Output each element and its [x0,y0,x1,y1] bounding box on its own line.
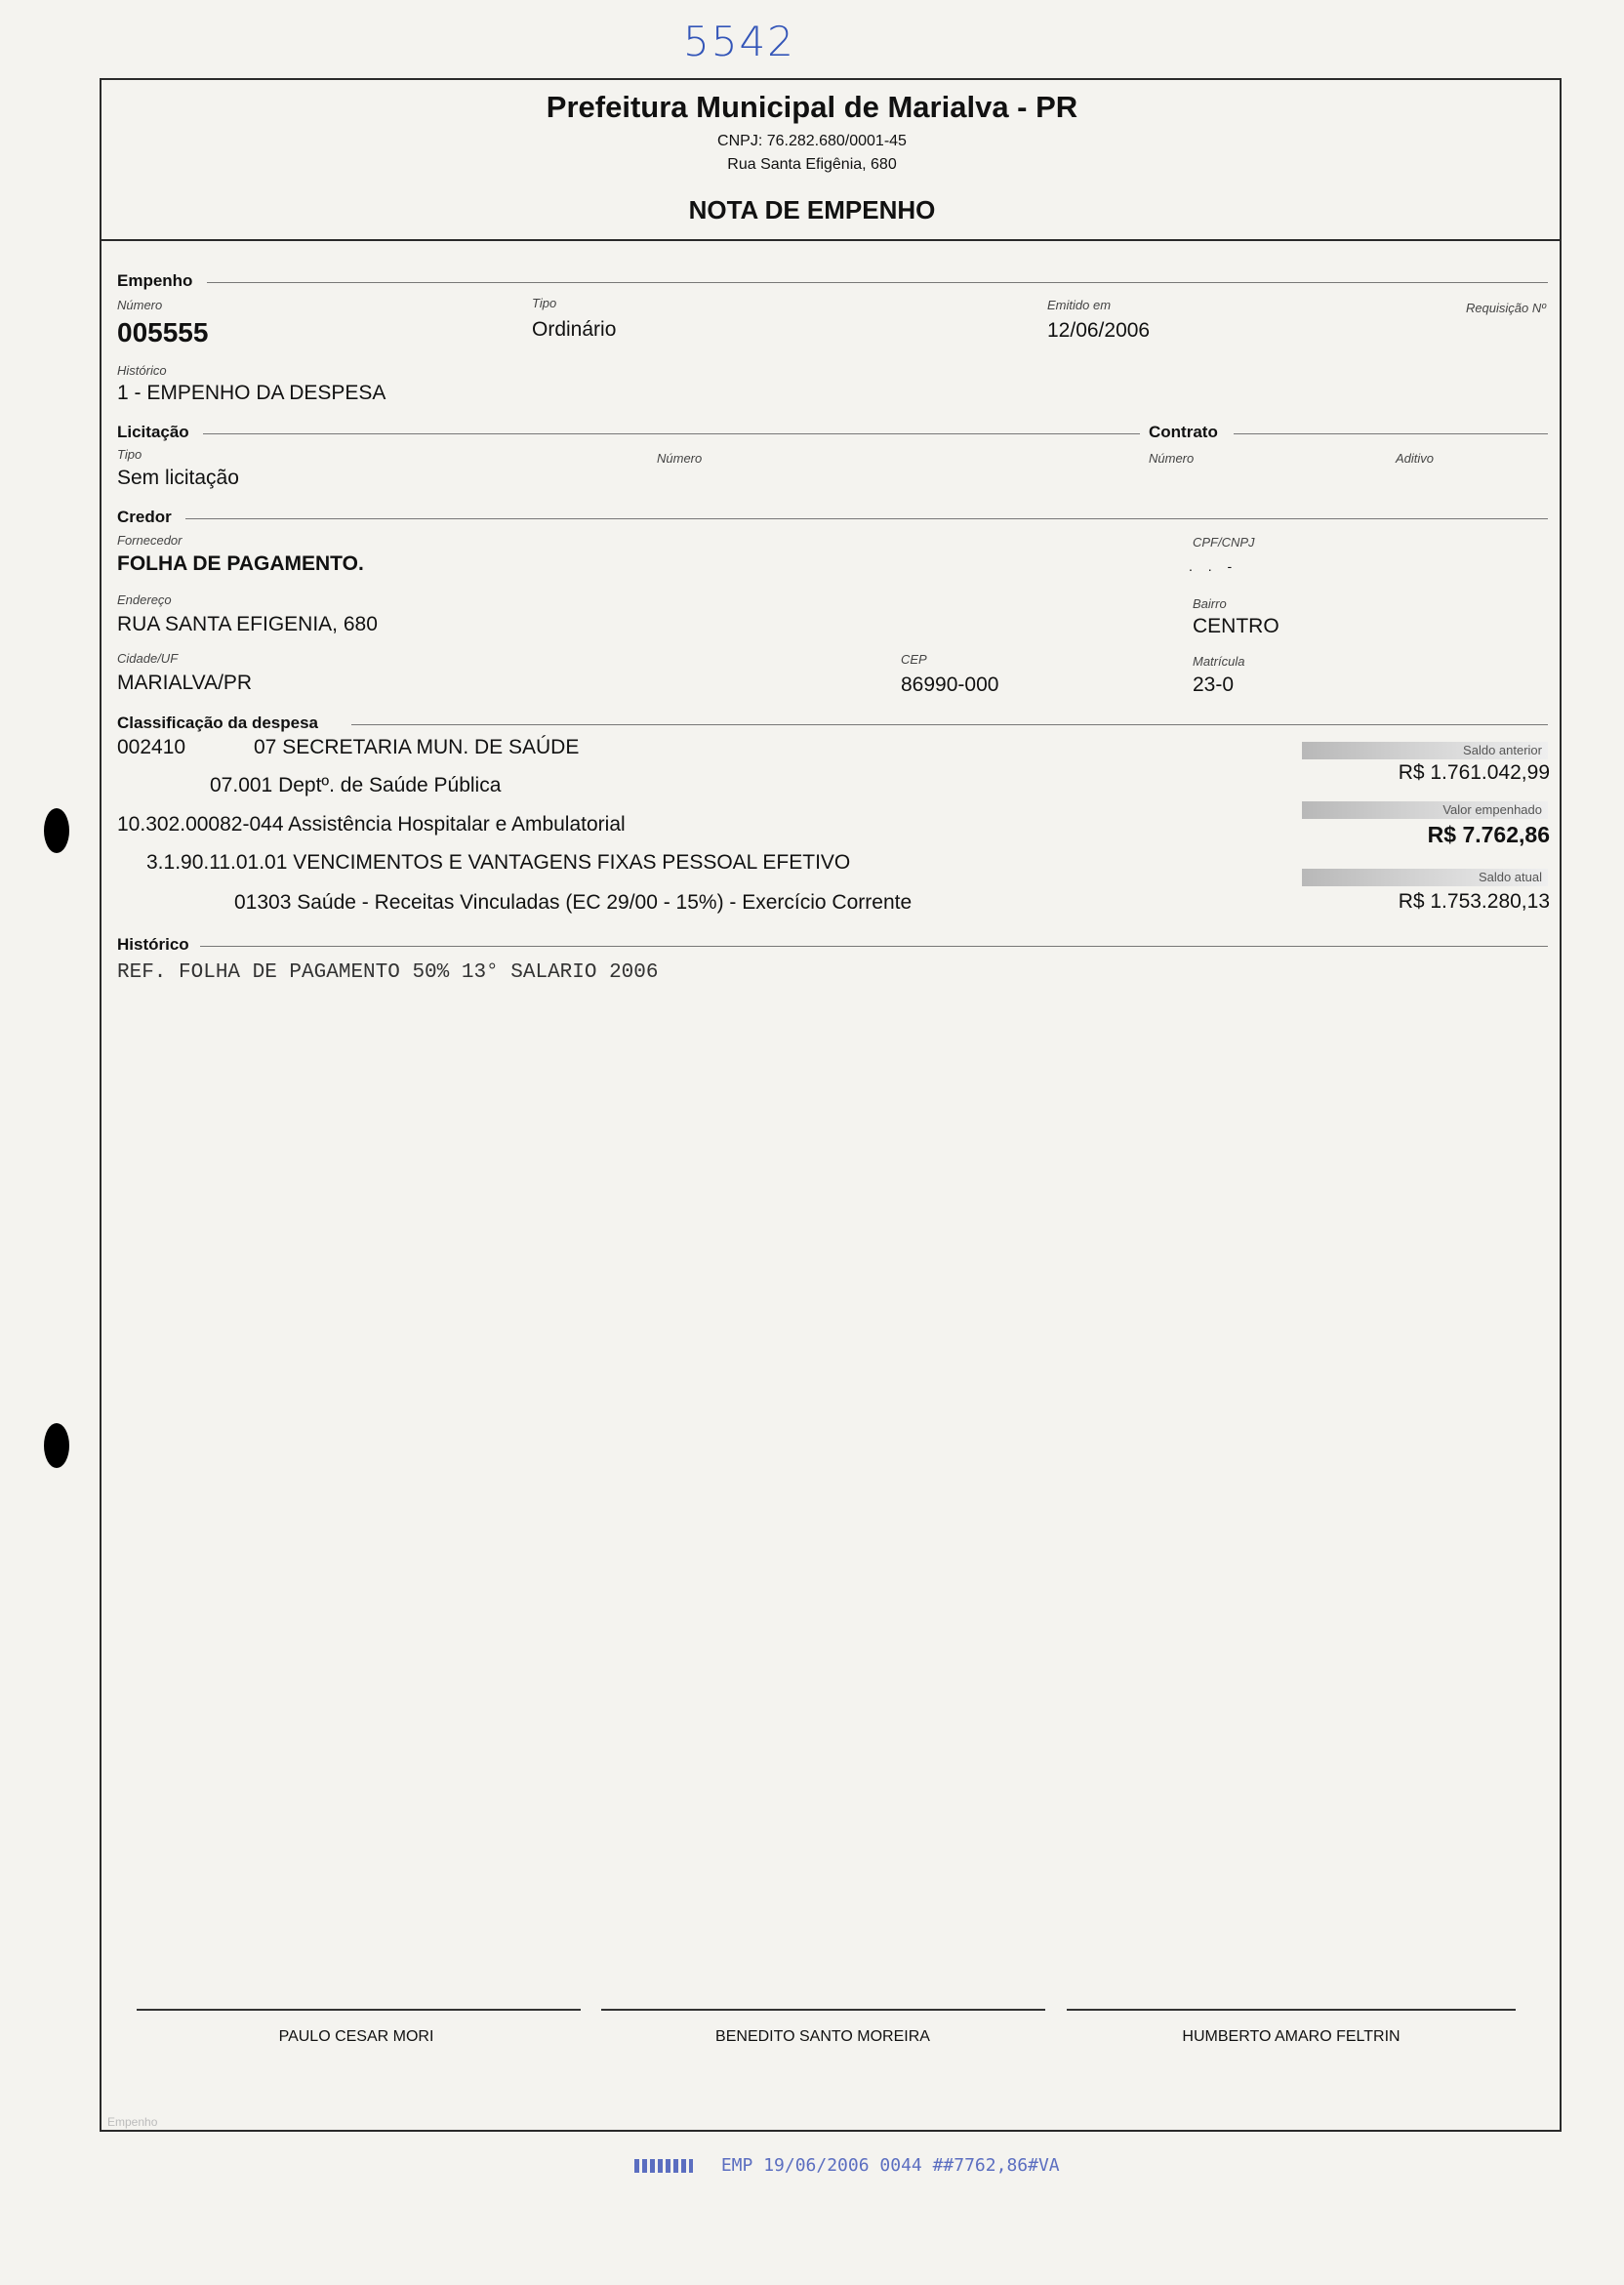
signature-line-1 [137,2009,581,2011]
valor-empenhado: R$ 7.762,86 [1427,822,1550,847]
cnpj: CNPJ: 76.282.680/0001-45 [717,133,907,149]
rule-licitacao [203,433,1140,434]
credor-cep: 86990-000 [901,673,999,696]
payment-stamp [634,2155,1060,2176]
section-empenho: Empenho [117,271,193,290]
header-divider [100,239,1562,241]
page-title: Prefeitura Municipal de Marialva - PR [546,90,1078,124]
rule-empenho [207,282,1548,283]
credor-endereco: RUA SANTA EFIGENIA, 680 [117,613,378,635]
credor-cpf: . . - [1189,558,1238,574]
licitacao-tipo: Sem licitação [117,467,239,489]
rule-classificacao [351,724,1548,725]
classificacao-orgao: 07 SECRETARIA MUN. DE SAÚDE [254,736,580,758]
label-historico-empenho: Histórico [117,363,167,378]
signature-line-3 [1067,2009,1516,2011]
classificacao-unidade: 07.001 Deptº. de Saúde Pública [210,774,502,796]
doc-title: NOTA DE EMPENHO [688,195,936,224]
label-matricula: Matrícula [1193,654,1245,669]
address: Rua Santa Efigênia, 680 [727,156,897,173]
footer-small-label: Empenho [107,2115,158,2129]
punch-hole-top [44,808,69,853]
classificacao-funcional: 10.302.00082-044 Assistência Hospitalar e Ambulatorial [117,813,626,836]
label-requisicao: Requisição Nº [1465,301,1546,315]
credor-cidade: MARIALVA/PR [117,672,253,694]
label-cidade: Cidade/UF [117,651,179,666]
label-cpf: CPF/CNPJ [1193,535,1255,550]
empenho-tipo: Ordinário [532,318,617,341]
label-fornecedor: Fornecedor [117,533,183,548]
label-contrato-numero: Número [1149,451,1195,466]
label-numero: Número [117,298,163,312]
valor-empenhado-label: Valor empenhado [1302,801,1548,819]
saldo-atual-label: Saldo atual [1302,869,1548,886]
label-emitido: Emitido em [1047,298,1112,312]
punch-hole-bottom [44,1423,69,1468]
empenho-numero: 005555 [117,317,209,347]
section-classificacao: Classificação da despesa [117,714,319,732]
empenho-emitido: 12/06/2006 [1047,319,1151,342]
saldo-atual: R$ 1.753.280,13 [1398,890,1550,913]
section-contrato: Contrato [1149,423,1218,441]
rule-contrato [1234,433,1548,434]
saldo-anterior-label: Saldo anterior [1302,742,1548,759]
saldo-anterior: R$ 1.761.042,99 [1398,761,1550,784]
handwritten-number: 5542 [683,18,795,65]
signature-name-3: HUMBERTO AMARO FELTRIN [1182,2028,1401,2045]
stamp-logo-icon [634,2159,693,2173]
credor-matricula: 23-0 [1193,673,1235,696]
label-tipo: Tipo [532,296,557,310]
label-aditivo: Aditivo [1396,451,1435,466]
label-licitacao-numero: Número [657,451,703,466]
credor-fornecedor: FOLHA DE PAGAMENTO. [117,552,364,575]
signature-name-1: PAULO CESAR MORI [278,2028,434,2045]
label-bairro: Bairro [1193,596,1227,611]
section-credor: Credor [117,508,172,526]
label-licitacao-tipo: Tipo [117,447,142,462]
signature-name-2: BENEDITO SANTO MOREIRA [715,2028,930,2045]
credor-bairro: CENTRO [1193,615,1279,637]
signature-line-2 [601,2009,1045,2011]
historico-text: REF. FOLHA DE PAGAMENTO 50% 13° SALARIO 2006 [117,961,659,984]
label-endereco: Endereço [117,592,172,607]
classificacao-elemento: 3.1.90.11.01.01 VENCIMENTOS E VANTAGENS FIXAS PESSOAL EFETIVO [146,851,851,874]
section-historico: Histórico [117,935,189,954]
empenho-historico: 1 - EMPENHO DA DESPESA [117,382,386,404]
classificacao-fonte: 01303 Saúde - Receitas Vinculadas (EC 29/00 - 15%) - Exercício Corrente [234,891,913,914]
section-licitacao: Licitação [117,423,189,441]
label-cep: CEP [901,652,927,667]
rule-historico [200,946,1548,947]
classificacao-codigo: 002410 [117,736,186,758]
stamp-text: EMP 19/06/2006 0044 ##7762,86#VA [720,2155,1060,2176]
rule-credor [185,518,1548,519]
